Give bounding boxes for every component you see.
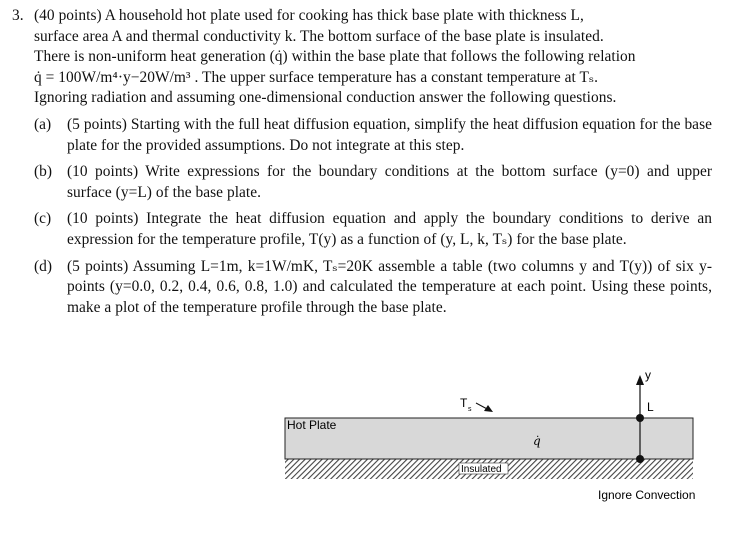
y-origin-dot — [636, 455, 644, 463]
part-label: (c) — [34, 210, 52, 228]
part-a — [34, 115, 712, 156]
intro-line-1: (40 points) A household hot plate used for cooking has thick base plate with thickness L, — [34, 7, 584, 24]
part-text: (5 points) Starting with the full heat diffusion equation, simplify the heat diffusion equation for the base plate for the provided assumptions. Do not integrate at this step. — [67, 115, 712, 154]
part-label: (d) — [34, 257, 53, 275]
part-d — [34, 257, 712, 319]
part-c — [34, 209, 712, 250]
part-b — [34, 162, 712, 203]
intro-line-4: q̇ = 100W/m⁴·y−20W/m³ . The upper surface temperature has a constant temperature at Tₛ. — [34, 68, 599, 86]
y-top-dot — [636, 414, 644, 422]
ts-label: T — [460, 396, 468, 410]
part-text: (5 points) Assuming L=1m, k=1W/mK, Tₛ=20K assemble a table (two columns y and T(y)) of six y-points (y=0.0, 0.2, 0.4, 0.6, 0.8, 1.0) and calculated the temperature at each point. Using these points, make a plot of the temperature profile through the base plate. — [67, 257, 712, 316]
l-label: L — [647, 400, 654, 414]
y-axis-label: y — [645, 368, 651, 382]
ignore-convection-note: Ignore Convection — [598, 488, 696, 502]
intro-line-5: Ignoring radiation and assuming one-dimensional conduction answer the following questions. — [34, 89, 617, 107]
hot-plate-label: Hot Plate — [287, 418, 337, 432]
problem-text — [12, 6, 712, 324]
y-axis-arrowhead — [636, 375, 644, 385]
part-text: (10 points) Integrate the heat diffusion equation and apply the boundary conditions to derive an expression for the temperature profile, T(y) as a function of (y, L, k, Tₛ) for the base plate. — [67, 210, 712, 248]
problem-parts — [34, 115, 712, 318]
problem-intro — [12, 6, 712, 109]
ts-subscript: s — [468, 406, 472, 413]
insulated-label: Insulated — [461, 464, 502, 475]
qdot-label: q̇ — [533, 434, 541, 448]
part-label: (b) — [34, 163, 53, 181]
part-label: (a) — [34, 115, 52, 133]
part-text: (10 points) Write expressions for the boundary conditions at the bottom surface (y=0) and upper surface (y=L) of the base plate. — [67, 163, 712, 201]
base-plate — [285, 418, 693, 459]
intro-line-3: There is non-uniform heat generation (q̇) within the base plate that follows the following relation — [34, 48, 636, 66]
intro-line-2: surface area A and thermal conductivity k. The bottom surface of the base plate is insulated. — [34, 27, 604, 45]
problem-number: 3. — [12, 7, 24, 24]
